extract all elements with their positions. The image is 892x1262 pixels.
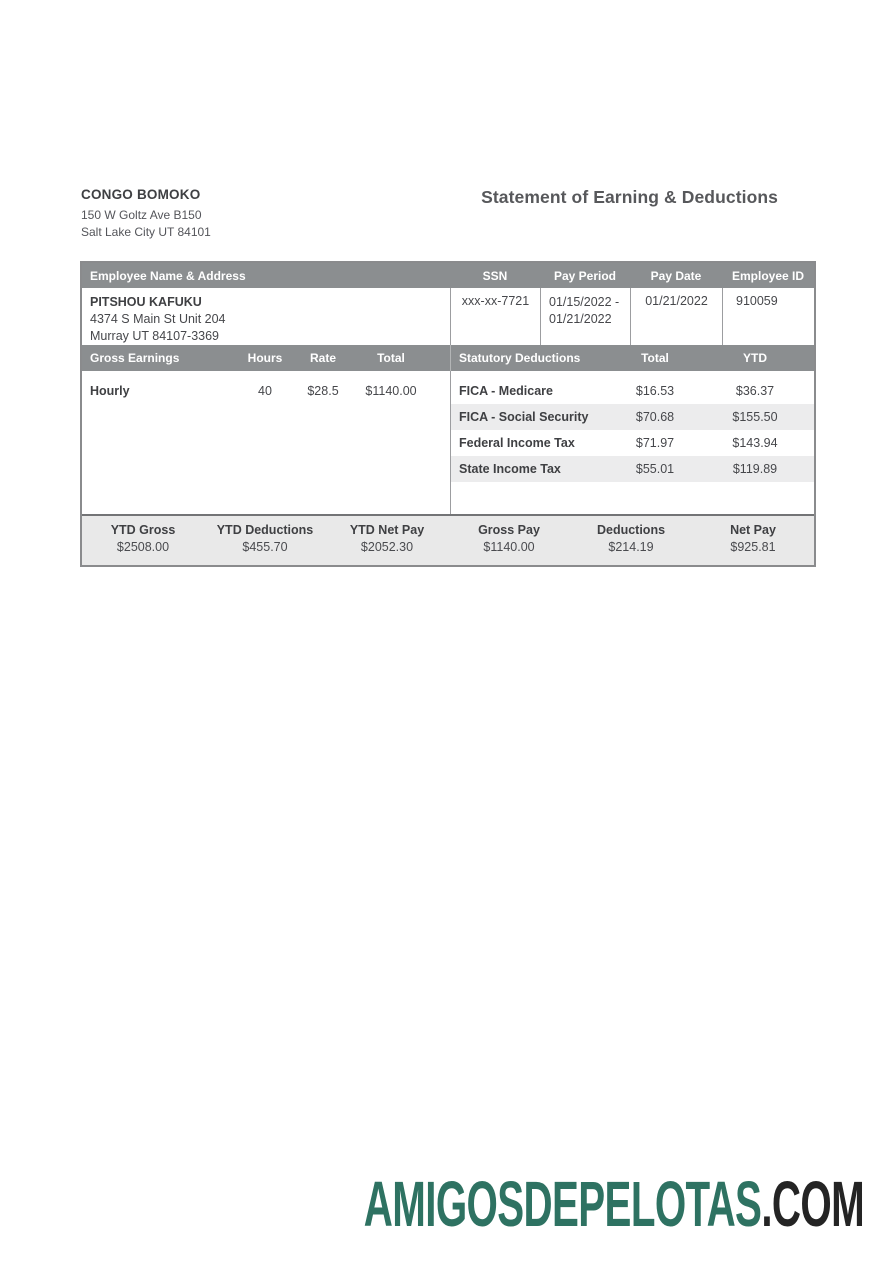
deduction-row bbox=[451, 404, 814, 430]
summary-gross-pay bbox=[448, 522, 570, 556]
summary-label: Net Pay bbox=[730, 523, 776, 537]
earnings-header-group bbox=[82, 345, 450, 371]
header-ssn: SSN bbox=[482, 268, 508, 283]
deductions-header-group bbox=[450, 345, 814, 371]
header-earnings-total: Total bbox=[377, 351, 405, 365]
watermark-name: AMIGOSDEPELOTAS bbox=[363, 1168, 762, 1240]
earnings-deductions-body bbox=[82, 371, 814, 514]
employee-name: PITSHOU KAFUKU bbox=[90, 295, 202, 309]
watermark-tld: .COM bbox=[761, 1168, 864, 1240]
deduction-row bbox=[451, 456, 814, 482]
deduction-label: FICA - Medicare bbox=[459, 384, 554, 398]
earnings-type: Hourly bbox=[90, 384, 130, 398]
employee-pay-date-cell: 01/21/2022 bbox=[630, 288, 722, 345]
company-address-line1: 150 W Goltz Ave B150 bbox=[81, 208, 202, 222]
employee-info-row bbox=[82, 288, 814, 345]
deduction-total: $70.68 bbox=[635, 410, 675, 424]
summary-label: YTD Net Pay bbox=[349, 523, 425, 537]
header-pay-period: Pay Period bbox=[553, 268, 617, 283]
header-deductions-ytd: YTD bbox=[743, 351, 767, 365]
employee-header-row bbox=[82, 263, 814, 288]
summary-label: YTD Gross bbox=[110, 523, 176, 537]
summary-label: Deductions bbox=[596, 523, 666, 537]
deduction-ytd: $36.37 bbox=[735, 384, 775, 398]
site-watermark bbox=[363, 1168, 864, 1240]
summary-value: $2052.30 bbox=[360, 540, 414, 554]
deduction-total: $16.53 bbox=[635, 384, 675, 398]
header-hours: Hours bbox=[247, 351, 283, 365]
header-rate: Rate bbox=[309, 351, 336, 365]
summary-net-pay bbox=[692, 522, 814, 556]
deduction-total: $71.97 bbox=[635, 436, 675, 450]
employee-id-cell: 910059 bbox=[722, 288, 814, 345]
summary-deductions bbox=[570, 522, 692, 556]
summary-value: $2508.00 bbox=[116, 540, 170, 554]
employee-address-line2: Murray UT 84107-3369 bbox=[90, 329, 220, 343]
employee-ssn-cell: xxx-xx-7721 bbox=[450, 288, 540, 345]
document-title: Statement of Earning & Deductions bbox=[481, 187, 778, 207]
header-statutory-deductions: Statutory Deductions bbox=[459, 351, 581, 365]
employee-name-address-cell bbox=[82, 288, 450, 345]
summary-value: $214.19 bbox=[608, 540, 654, 554]
deduction-ytd: $155.50 bbox=[732, 410, 778, 424]
summary-value: $925.81 bbox=[730, 540, 776, 554]
summary-ytd-deductions bbox=[204, 522, 326, 556]
deduction-label: State Income Tax bbox=[459, 462, 561, 476]
earnings-rate: $28.5 bbox=[307, 384, 339, 398]
company-name: CONGO BOMOKO bbox=[81, 187, 201, 202]
deduction-total: $55.01 bbox=[635, 462, 675, 476]
summary-label: YTD Deductions bbox=[216, 523, 314, 537]
company-block bbox=[81, 187, 211, 241]
paystub-table bbox=[80, 261, 816, 567]
deduction-ytd: $119.89 bbox=[732, 462, 778, 476]
summary-ytd-gross bbox=[82, 522, 204, 556]
deductions-panel bbox=[450, 371, 814, 514]
earnings-hours: 40 bbox=[258, 384, 272, 398]
company-address-line2: Salt Lake City UT 84101 bbox=[81, 225, 211, 239]
earnings-total: $1140.00 bbox=[365, 384, 417, 398]
deduction-row bbox=[451, 430, 814, 456]
earnings-deductions-header-row bbox=[82, 345, 814, 371]
earnings-panel bbox=[82, 371, 450, 514]
summary-value: $455.70 bbox=[242, 540, 288, 554]
header-employee-name-address: Employee Name & Address bbox=[90, 268, 246, 283]
header-deductions-total: Total bbox=[641, 351, 669, 365]
summary-label: Gross Pay bbox=[478, 523, 540, 537]
deduction-ytd: $143.94 bbox=[732, 436, 778, 450]
employee-address-line1: 4374 S Main St Unit 204 bbox=[90, 312, 226, 326]
deduction-row bbox=[451, 378, 814, 404]
header-pay-date: Pay Date bbox=[650, 268, 702, 283]
totals-summary-row bbox=[82, 514, 814, 565]
summary-ytd-net-pay bbox=[326, 522, 448, 556]
deduction-label: FICA - Social Security bbox=[459, 410, 589, 424]
employee-pay-period-cell: 01/15/2022 - 01/21/2022 bbox=[540, 288, 630, 345]
summary-value: $1140.00 bbox=[483, 540, 535, 554]
earnings-row bbox=[82, 378, 450, 404]
deduction-label: Federal Income Tax bbox=[459, 436, 575, 450]
header-gross-earnings: Gross Earnings bbox=[90, 351, 180, 365]
header-employee-id: Employee ID bbox=[731, 268, 805, 283]
